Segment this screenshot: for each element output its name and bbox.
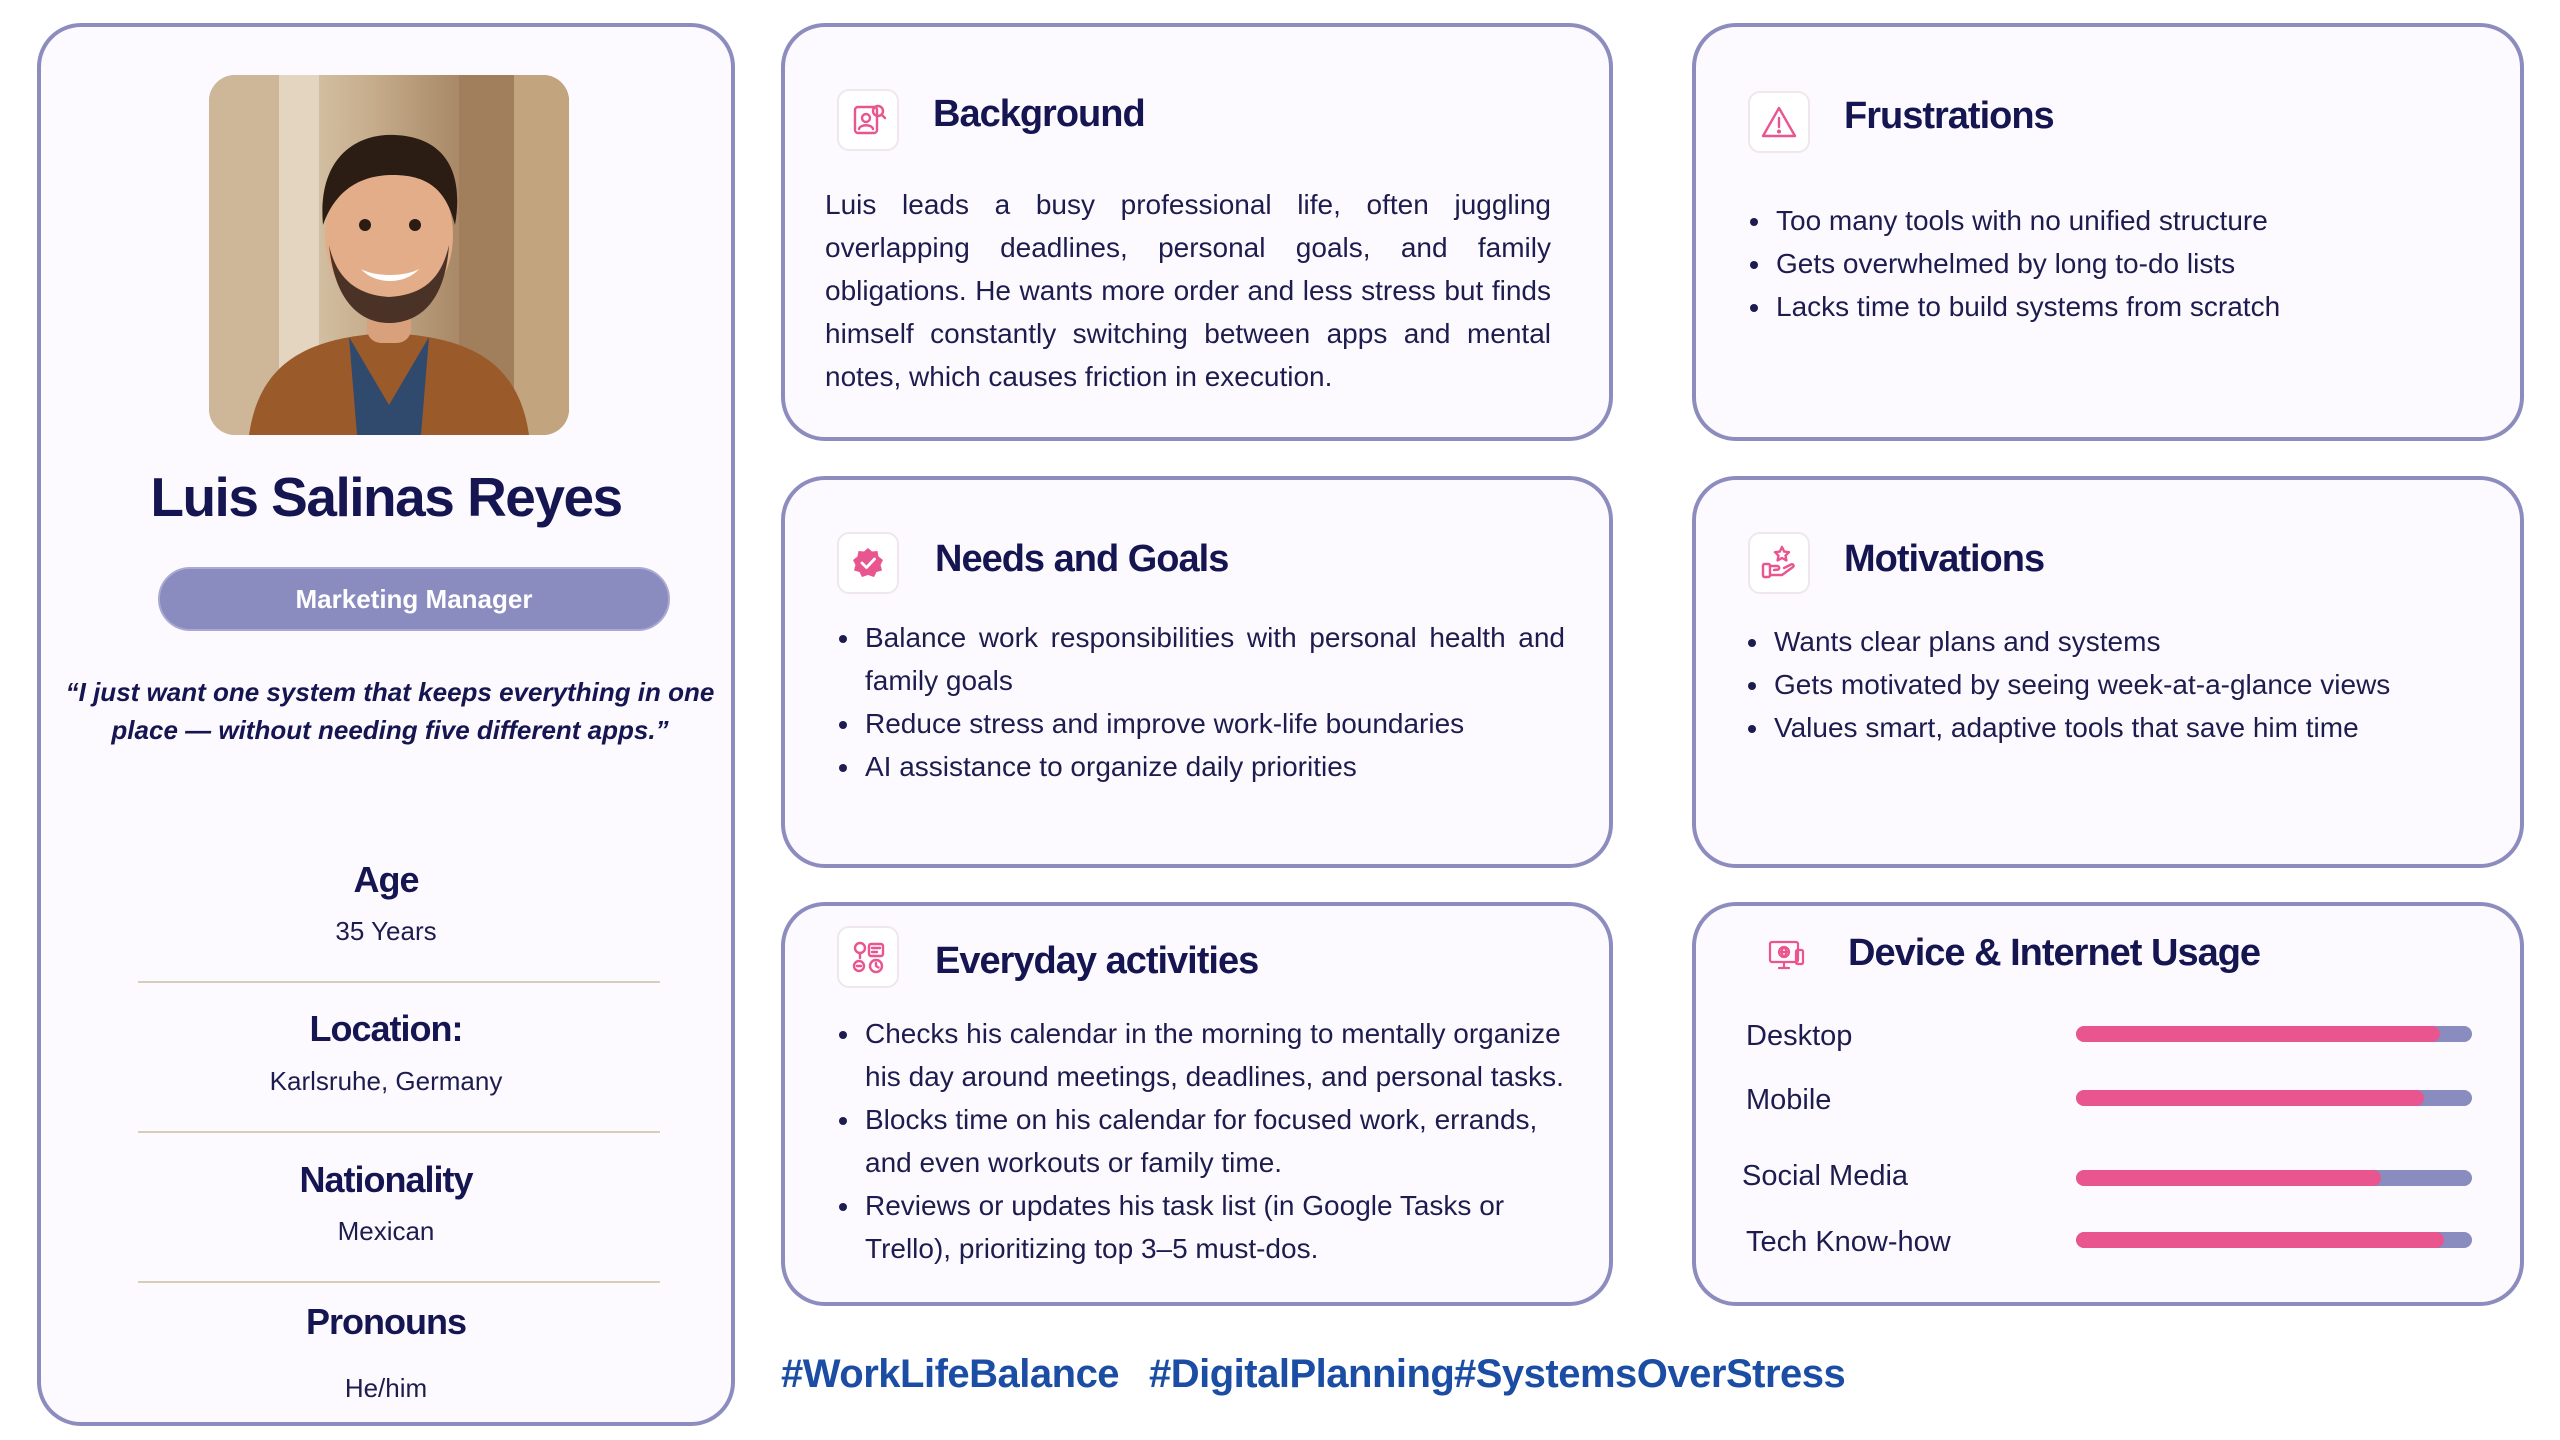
usage-label-social-media: Social Media (1742, 1160, 1909, 1192)
hashtag: #WorkLifeBalance (781, 1352, 1120, 1396)
computer-icon (1754, 924, 1816, 986)
frustrations-list (1748, 199, 2488, 328)
frustrations-card (1692, 23, 2524, 441)
activity-icon (837, 926, 899, 988)
fact-value-age: 35 Years (335, 916, 437, 946)
list-item: AI assistance to organize daily priorities (837, 745, 1565, 788)
profile-card (37, 23, 735, 1426)
everyday-activities-list (837, 1012, 1577, 1270)
profile-photo (209, 75, 569, 435)
list-item: Reviews or updates his task list (in Google Tasks or Trello), prioritizing top 3–5 must-dos. (837, 1184, 1577, 1270)
list-item: Wants clear plans and systems (1746, 620, 2486, 663)
needs-goals-list (837, 616, 1565, 788)
motivations-list (1746, 620, 2486, 749)
hashtag: #DigitalPlanning (1149, 1352, 1455, 1396)
role-badge: Marketing Manager (158, 567, 670, 631)
device-usage-card (1692, 902, 2524, 1306)
usage-bar-fill (2076, 1090, 2424, 1106)
divider (138, 1281, 660, 1283)
usage-label-tech-know-how: Tech Know-how (1746, 1226, 1951, 1258)
background-title: Background (933, 93, 1145, 135)
usage-bar-tech-know-how (2076, 1232, 2472, 1248)
usage-label-desktop: Desktop (1746, 1020, 1853, 1052)
list-item: Checks his calendar in the morning to mentally organize his day around meetings, deadlines, and personal tasks. (837, 1012, 1577, 1098)
usage-bar-fill (2076, 1232, 2444, 1248)
portrait-image (209, 75, 569, 435)
profile-document-icon (837, 89, 899, 151)
persona-quote: “I just want one system that keeps everything in one place — without needing five different apps.” (65, 677, 715, 745)
verified-badge-icon (837, 532, 899, 594)
frustrations-title: Frustrations (1844, 95, 2054, 137)
usage-bar-desktop (2076, 1026, 2472, 1042)
everyday-activities-card (781, 902, 1613, 1306)
list-item: Gets motivated by seeing week-at-a-glance views (1746, 663, 2486, 706)
list-item: Blocks time on his calendar for focused work, errands, and even workouts or family time. (837, 1098, 1577, 1184)
warning-icon (1748, 91, 1810, 153)
usage-bar-social-media (2076, 1170, 2472, 1186)
usage-bar-mobile (2076, 1090, 2472, 1106)
list-item: Lacks time to build systems from scratch (1748, 285, 2488, 328)
hashtag: #SystemsOverStress (1454, 1352, 1846, 1396)
needs-goals-title: Needs and Goals (935, 538, 1229, 580)
motivations-title: Motivations (1844, 538, 2045, 580)
list-item: Too many tools with no unified structure (1748, 199, 2488, 242)
needs-goals-card (781, 476, 1613, 868)
motivations-card (1692, 476, 2524, 868)
fact-value-location: Karlsruhe, Germany (269, 1066, 503, 1096)
divider (138, 1131, 660, 1133)
usage-label-mobile: Mobile (1746, 1084, 1832, 1116)
fact-label-age: Age (353, 859, 419, 900)
usage-bar-fill (2076, 1170, 2381, 1186)
list-item: Balance work responsibilities with personal health and family goals (837, 616, 1565, 702)
fact-value-pronouns: He/him (344, 1373, 428, 1403)
list-item: Values smart, adaptive tools that save him time (1746, 706, 2486, 749)
divider (138, 981, 660, 983)
list-item: Gets overwhelmed by long to-do lists (1748, 242, 2488, 285)
persona-name: Luis Salinas Reyes (150, 466, 622, 528)
usage-bar-fill (2076, 1026, 2440, 1042)
list-item: Reduce stress and improve work-life boundaries (837, 702, 1565, 745)
fact-label-location: Location: (309, 1008, 463, 1049)
fact-label-nationality: Nationality (299, 1159, 473, 1200)
everyday-activities-title: Everyday activities (935, 940, 1259, 982)
hand-star-icon (1748, 532, 1810, 594)
device-usage-title: Device & Internet Usage (1848, 932, 2261, 974)
fact-value-nationality: Mexican (337, 1216, 435, 1246)
background-text: Luis leads a busy professional life, often juggling overlapping deadlines, personal goals, and family obligations. He wants more order and less stress but finds himself constantly switching between apps and mental notes, which causes friction in execution. (825, 189, 1551, 392)
background-card (781, 23, 1613, 441)
fact-label-pronouns: Pronouns (306, 1301, 466, 1342)
